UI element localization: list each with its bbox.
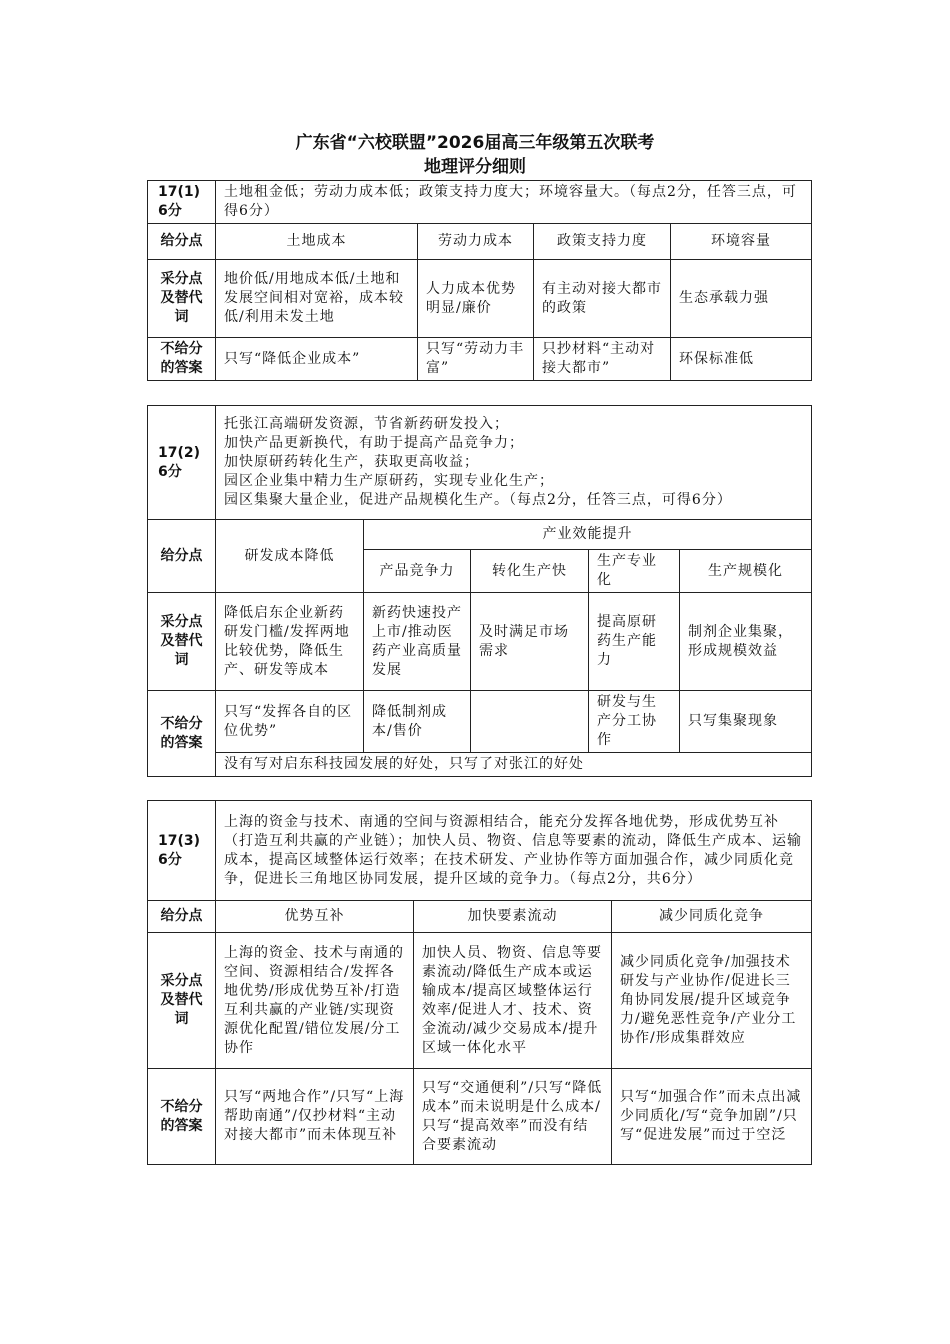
q2-point-label: 给分点 (148, 520, 216, 593)
q1-point-1: 土地成本 (216, 224, 418, 260)
q1-point-2: 劳动力成本 (418, 224, 534, 260)
q1-accept-1: 地价低/用地成本低/土地和发展空间相对宽裕，成本较低/利用未发土地 (216, 260, 418, 338)
q2-summary: 托张江高端研发资源，节省新药研发投入； 加快产品更新换代，有助于提高产品竞争力； 加快原研药转化生产，获取更高收益； 园区企业集中精力生产原研药，实现专业化生产； 园区集聚大量企业，促进产品规模化生产。（每点2分，任答三点，可得6分） (216, 406, 812, 520)
q2-reject-3 (471, 691, 589, 753)
q1-summary: 土地租金低；劳动力成本低；政策支持力度大；环境容量大。（每点2分，任答三点，可得6分） (216, 181, 812, 224)
table-q3 (147, 800, 812, 1165)
q1-reject-3: 只抄材料“主动对接大都市” (534, 338, 671, 381)
q1-accept-2: 人力成本优势明显/廉价 (418, 260, 534, 338)
q2-point-5: 生产规模化 (680, 550, 812, 593)
q1-point-label: 给分点 (148, 224, 216, 260)
table-q1 (147, 180, 812, 381)
q3-point-2: 加快要素流动 (414, 901, 612, 933)
q3-accept-2: 加快人员、物资、信息等要素流动/降低生产成本或运输成本/提高区域整体运行效率/促进人才、技术、资金流动/减少交易成本/提升区域一体化水平 (414, 933, 612, 1069)
q2-accept-4: 提高原研药生产能力 (589, 593, 680, 691)
q3-id: 17(3) 6分 (148, 801, 216, 901)
q1-point-4: 环境容量 (671, 224, 812, 260)
q3-point-label: 给分点 (148, 901, 216, 933)
q3-summary: 上海的资金与技术、南通的空间与资源相结合，能充分发挥各地优势，形成优势互补（打造互利共赢的产业链）；加快人员、物资、信息等要素的流动，降低生产成本、运输成本，提高区域整体运行效率；在技术研发、产业协作等方面加强合作，减少同质化竞争，促进长三角地区协同发展，提升区域的竞争力。（每点2分，共6分） (216, 801, 812, 901)
q2-accept-5: 制剂企业集聚， 形成规模效益 (680, 593, 812, 691)
q1-reject-1: 只写“降低企业成本” (216, 338, 418, 381)
q2-point-1: 研发成本降低 (216, 520, 364, 593)
q2-point-3: 转化生产快 (471, 550, 589, 593)
q2-reject-5: 只写集聚现象 (680, 691, 812, 753)
q1-accept-4: 生态承载力强 (671, 260, 812, 338)
q1-reject-2: 只写“劳动力丰富” (418, 338, 534, 381)
q3-accept-3: 减少同质化竞争/加强技术研发与产业协作/促进长三角协同发展/提升区域竞争力/避免恶性竞争/产业分工协作/形成集群效应 (612, 933, 812, 1069)
page-subtitle: 地理评分细则 (424, 157, 526, 177)
q3-point-1: 优势互补 (216, 901, 414, 933)
q3-accept-1: 上海的资金、技术与南通的空间、资源相结合/发挥各地优势/形成优势互补/打造互利共赢的产业链/实现资源优化配置/错位发展/分工协作 (216, 933, 414, 1069)
q2-point-4: 生产专业化 (589, 550, 680, 593)
q3-reject-label: 不给分 的答案 (148, 1069, 216, 1165)
q3-reject-3: 只写“加强合作”而未点出减少同质化/写“竞争加剧”/只写“促进发展”而过于空泛 (612, 1069, 812, 1165)
q1-reject-label: 不给分 的答案 (148, 338, 216, 381)
q3-accept-label: 采分点 及替代 词 (148, 933, 216, 1069)
q2-note: 没有写对启东科技园发展的好处，只写了对张江的好处 (216, 753, 812, 777)
q2-accept-2: 新药快速投产上市/推动医药产业高质量发展 (364, 593, 471, 691)
q2-accept-1: 降低启东企业新药研发门槛/发挥两地比较优势，降低生产、研发等成本 (216, 593, 364, 691)
q3-reject-1: 只写“两地合作”/只写“上海帮助南通”/仅抄材料“主动对接大都市”而未体现互补 (216, 1069, 414, 1165)
q2-reject-2: 降低制剂成本/售价 (364, 691, 471, 753)
q2-accept-3: 及时满足市场需求 (471, 593, 589, 691)
q2-reject-4: 研发与生产分工协作 (589, 691, 680, 753)
table-q2 (147, 405, 812, 777)
q1-accept-3: 有主动对接大都市的政策 (534, 260, 671, 338)
q1-point-3: 政策支持力度 (534, 224, 671, 260)
q2-id: 17(2) 6分 (148, 406, 216, 520)
q1-accept-label: 采分点 及替代 词 (148, 260, 216, 338)
q3-point-3: 减少同质化竞争 (612, 901, 812, 933)
q2-reject-label: 不给分 的答案 (148, 691, 216, 777)
q2-reject-1: 只写“发挥各自的区位优势” (216, 691, 364, 753)
q2-accept-label: 采分点 及替代 词 (148, 593, 216, 691)
q3-reject-2: 只写“交通便利”/只写“降低成本”而未说明是什么成本/只写“提高效率”而没有结合要素流动 (414, 1069, 612, 1165)
q1-reject-4: 环保标准低 (671, 338, 812, 381)
q1-id: 17(1) 6分 (148, 181, 216, 224)
page-title: 广东省“六校联盟”2026届高三年级第五次联考 (295, 133, 655, 153)
q2-group-label: 产业效能提升 (364, 520, 812, 550)
q2-point-2: 产品竞争力 (364, 550, 471, 593)
